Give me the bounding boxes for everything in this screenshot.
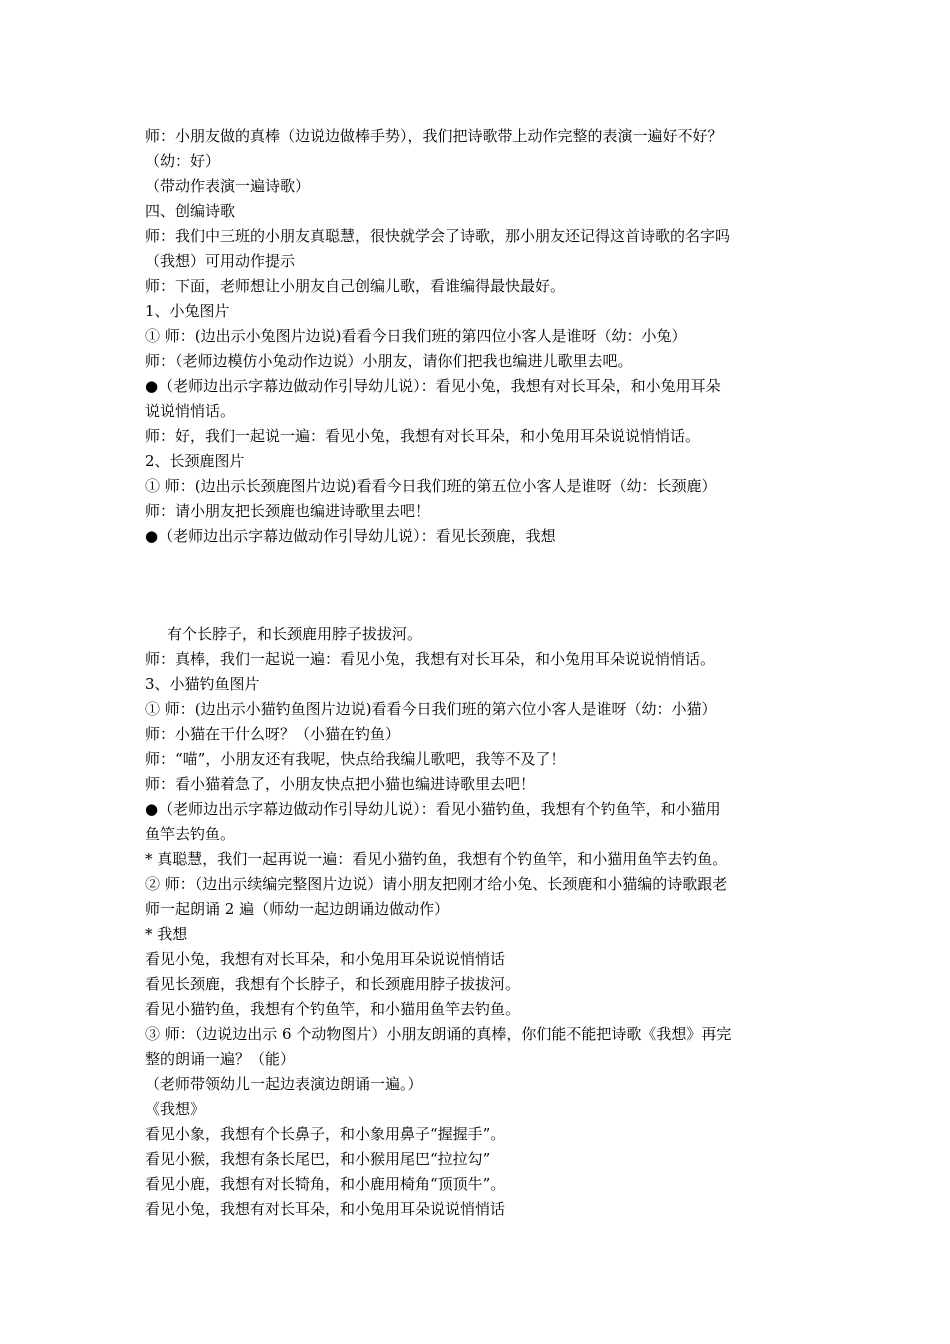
poem-title: 《我想》 (145, 1100, 206, 1118)
text-line: ●（老师边出示字幕边做动作引导幼儿说）：看见小猫钓鱼，我想有个钓鱼竿，和小猫用 (145, 800, 721, 818)
text-line: 师：下面，老师想让小朋友自己创编儿歌，看谁编得最快最好。 (145, 277, 566, 295)
text-line: ③ 师：（边说边出示 6 个动物图片）小朋友朗诵的真棒，你们能不能把诗歌《我想》再完 (145, 1025, 732, 1043)
text-line: （幼：好） (145, 152, 221, 170)
text-line: 师：看小猫着急了，小朋友快点把小猫也编进诗歌里去吧！ (145, 775, 536, 793)
poem-line: 看见小猴，我想有条长尾巴，和小猴用尾巴“拉拉勾” (145, 1150, 491, 1168)
text-line: （我想）可用动作提示 (145, 252, 296, 270)
text-line: 师：小朋友做的真棒（边说边做棒手势），我们把诗歌带上动作完整的表演一遍好不好？ (145, 127, 723, 145)
text-line: （老师带领幼儿一起边表演边朗诵一遍。） (145, 1075, 423, 1093)
poem-line: 看见小猫钓鱼，我想有个钓鱼竿，和小猫用鱼竿去钓鱼。 (145, 1000, 521, 1018)
subsection-heading: 1、小兔图片 (145, 302, 230, 320)
text-line: （带动作表演一遍诗歌） (145, 177, 311, 195)
text-line: 师：请小朋友把长颈鹿也编进诗歌里去吧！ (145, 502, 431, 520)
poem-line: 看见小兔，我想有对长耳朵，和小兔用耳朵说说悄悄话 (145, 1200, 506, 1218)
text-line: ① 师：(边出示小兔图片边说)看看今日我们班的第四位小客人是谁呀（幼：小兔） (145, 327, 687, 345)
text-line: 说说悄悄话。 (145, 402, 236, 420)
text-line: * 真聪慧，我们一起再说一遍：看见小猫钓鱼，我想有个钓鱼竿，和小猫用鱼竿去钓鱼。 (145, 850, 728, 868)
text-line: 整的朗诵一遍？（能） (145, 1050, 296, 1068)
poem-line: 看见小鹿，我想有对长犄角，和小鹿用椅角“顶顶牛”。 (145, 1175, 506, 1193)
section-heading: 四、创编诗歌 (145, 202, 236, 220)
text-line: 师：真棒，我们一起说一遍：看见小兔，我想有对长耳朵，和小兔用耳朵说说悄悄话。 (145, 650, 716, 668)
text-line: ② 师：（边出示续编完整图片边说）请小朋友把刚才给小兔、长颈鹿和小猫编的诗歌跟老 (145, 875, 728, 893)
text-line: 师：“喵”，小朋友还有我呢，快点给我编儿歌吧，我等不及了！ (145, 750, 566, 768)
poem-line: 看见长颈鹿，我想有个长脖子，和长颈鹿用脖子拔拔河。 (145, 975, 521, 993)
poem-line: 看见小兔，我想有对长耳朵，和小兔用耳朵说说悄悄话 (145, 950, 506, 968)
text-line: ●（老师边出示字幕边做动作引导幼儿说）：看见长颈鹿，我想 (145, 527, 556, 545)
text-line: 师：我们中三班的小朋友真聪慧，很快就学会了诗歌，那小朋友还记得这首诗歌的名字吗 (145, 227, 731, 245)
text-line: ① 师：(边出示长颈鹿图片边说)看看今日我们班的第五位小客人是谁呀（幼：长颈鹿） (145, 477, 717, 495)
text-block-lower (145, 622, 810, 1222)
text-line: 师：好，我们一起说一遍：看见小兔，我想有对长耳朵，和小兔用耳朵说说悄悄话。 (145, 427, 701, 445)
text-line: 鱼竿去钓鱼。 (145, 825, 236, 843)
poem-line: 看见小象，我想有个长鼻子，和小象用鼻子“握握手”。 (145, 1125, 506, 1143)
text-line: 师：（老师边模仿小兔动作边说）小朋友，请你们把我也编进儿歌里去吧。 (145, 352, 633, 370)
text-line: 有个长脖子，和长颈鹿用脖子拔拔河。 (167, 625, 423, 643)
text-line: 师一起朗诵 2 遍（师幼一起边朗诵边做动作） (145, 900, 450, 918)
text-line: ① 师：(边出示小猫钓鱼图片边说)看看今日我们班的第六位小客人是谁呀（幼：小猫） (145, 700, 717, 718)
text-line: 师：小猫在干什么呀？（小猫在钓鱼） (145, 725, 401, 743)
text-line: ●（老师边出示字幕边做动作引导幼儿说）：看见小兔，我想有对长耳朵，和小兔用耳朵 (145, 377, 721, 395)
poem-title: * 我想 (145, 925, 188, 943)
subsection-heading: 3、小猫钓鱼图片 (145, 675, 260, 693)
text-block-upper (145, 124, 810, 549)
subsection-heading: 2、长颈鹿图片 (145, 452, 245, 470)
